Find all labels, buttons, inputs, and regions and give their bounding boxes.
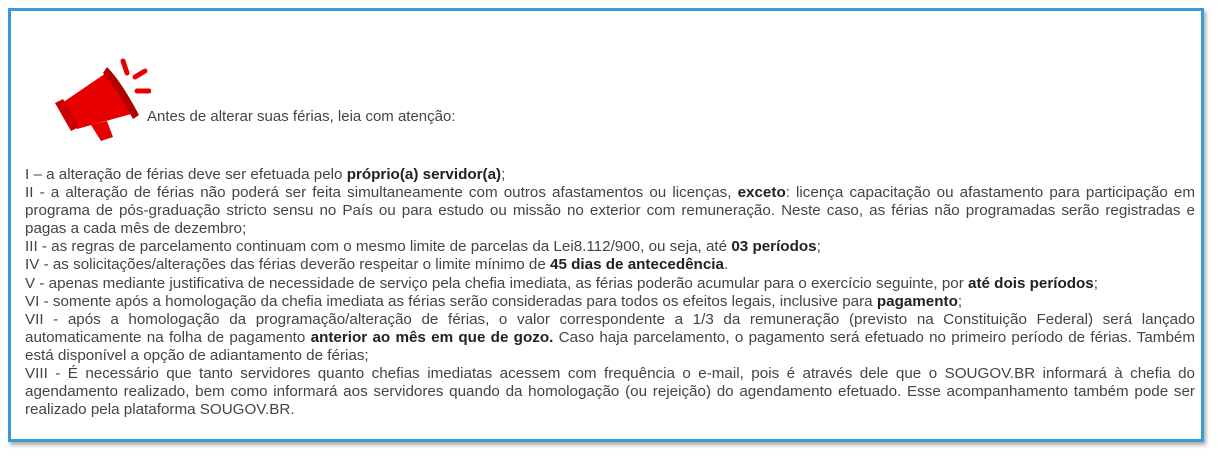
rule-item: IV - as solicitações/alterações das férias deverão respeitar o limite mínimo de 45 dias de antecedência. xyxy=(25,256,729,274)
rule-item: III - as regras de parcelamento continuam com o mesmo limite de parcelas da Lei8.112/900, ou seja, até 03 períodos; xyxy=(25,238,821,256)
megaphone-icon xyxy=(51,51,151,143)
notice-panel xyxy=(8,8,1204,442)
rule-item: VI - somente após a homologação da chefia imediata as férias serão consideradas para todos os efeitos legais, inclusive para pagamento; xyxy=(25,292,963,310)
rule-item: V - apenas mediante justificativa de necessidade de serviço pela chefia imediata, as férias poderão acumular para o exercício seguinte, por até dois períodos; xyxy=(25,274,1098,292)
rule-item: I – a alteração de férias deve ser efetuada pelo próprio(a) servidor(a); xyxy=(25,166,506,183)
rule-item: VII - após a homologação da programação/alteração de férias, o valor correspondente a 1/3 da remuneração (previsto na Constituição Federal) será lançado automaticamente na folha de pagamento anterior ao mês em que de gozo. Caso haja parcelamento, o pagamento será efetuado no primeiro período de férias. Também está disponível a opção de adiantamento de férias; xyxy=(25,310,1195,364)
rule-item: VIII - É necessário que tanto servidores quanto chefias imediatas acessem com frequência o e-mail, pois é através dele que o SOUGOV.BR informará à chefia do agendamento realizado, bem como informará aos servidores quando da homologação (ou rejeição) do agendamento efetuado. Esse acompanhamento também pode ser realizado pela plataforma SOUGOV.BR. xyxy=(25,365,1195,419)
rule-item: II - a alteração de férias não poderá ser feita simultaneamente com outros afastamentos ou licenças, exceto: licença capacitação ou afastamento para participação em programa de pós-graduação stricto sensu no País ou para estudo ou missão no exterior com remuneração. Neste caso, as férias não programadas serão registradas e pagas a cada mês de dezembro; xyxy=(25,184,1195,238)
intro-text: Antes de alterar suas férias, leia com atenção: xyxy=(147,108,456,125)
rules-list xyxy=(25,166,1195,419)
